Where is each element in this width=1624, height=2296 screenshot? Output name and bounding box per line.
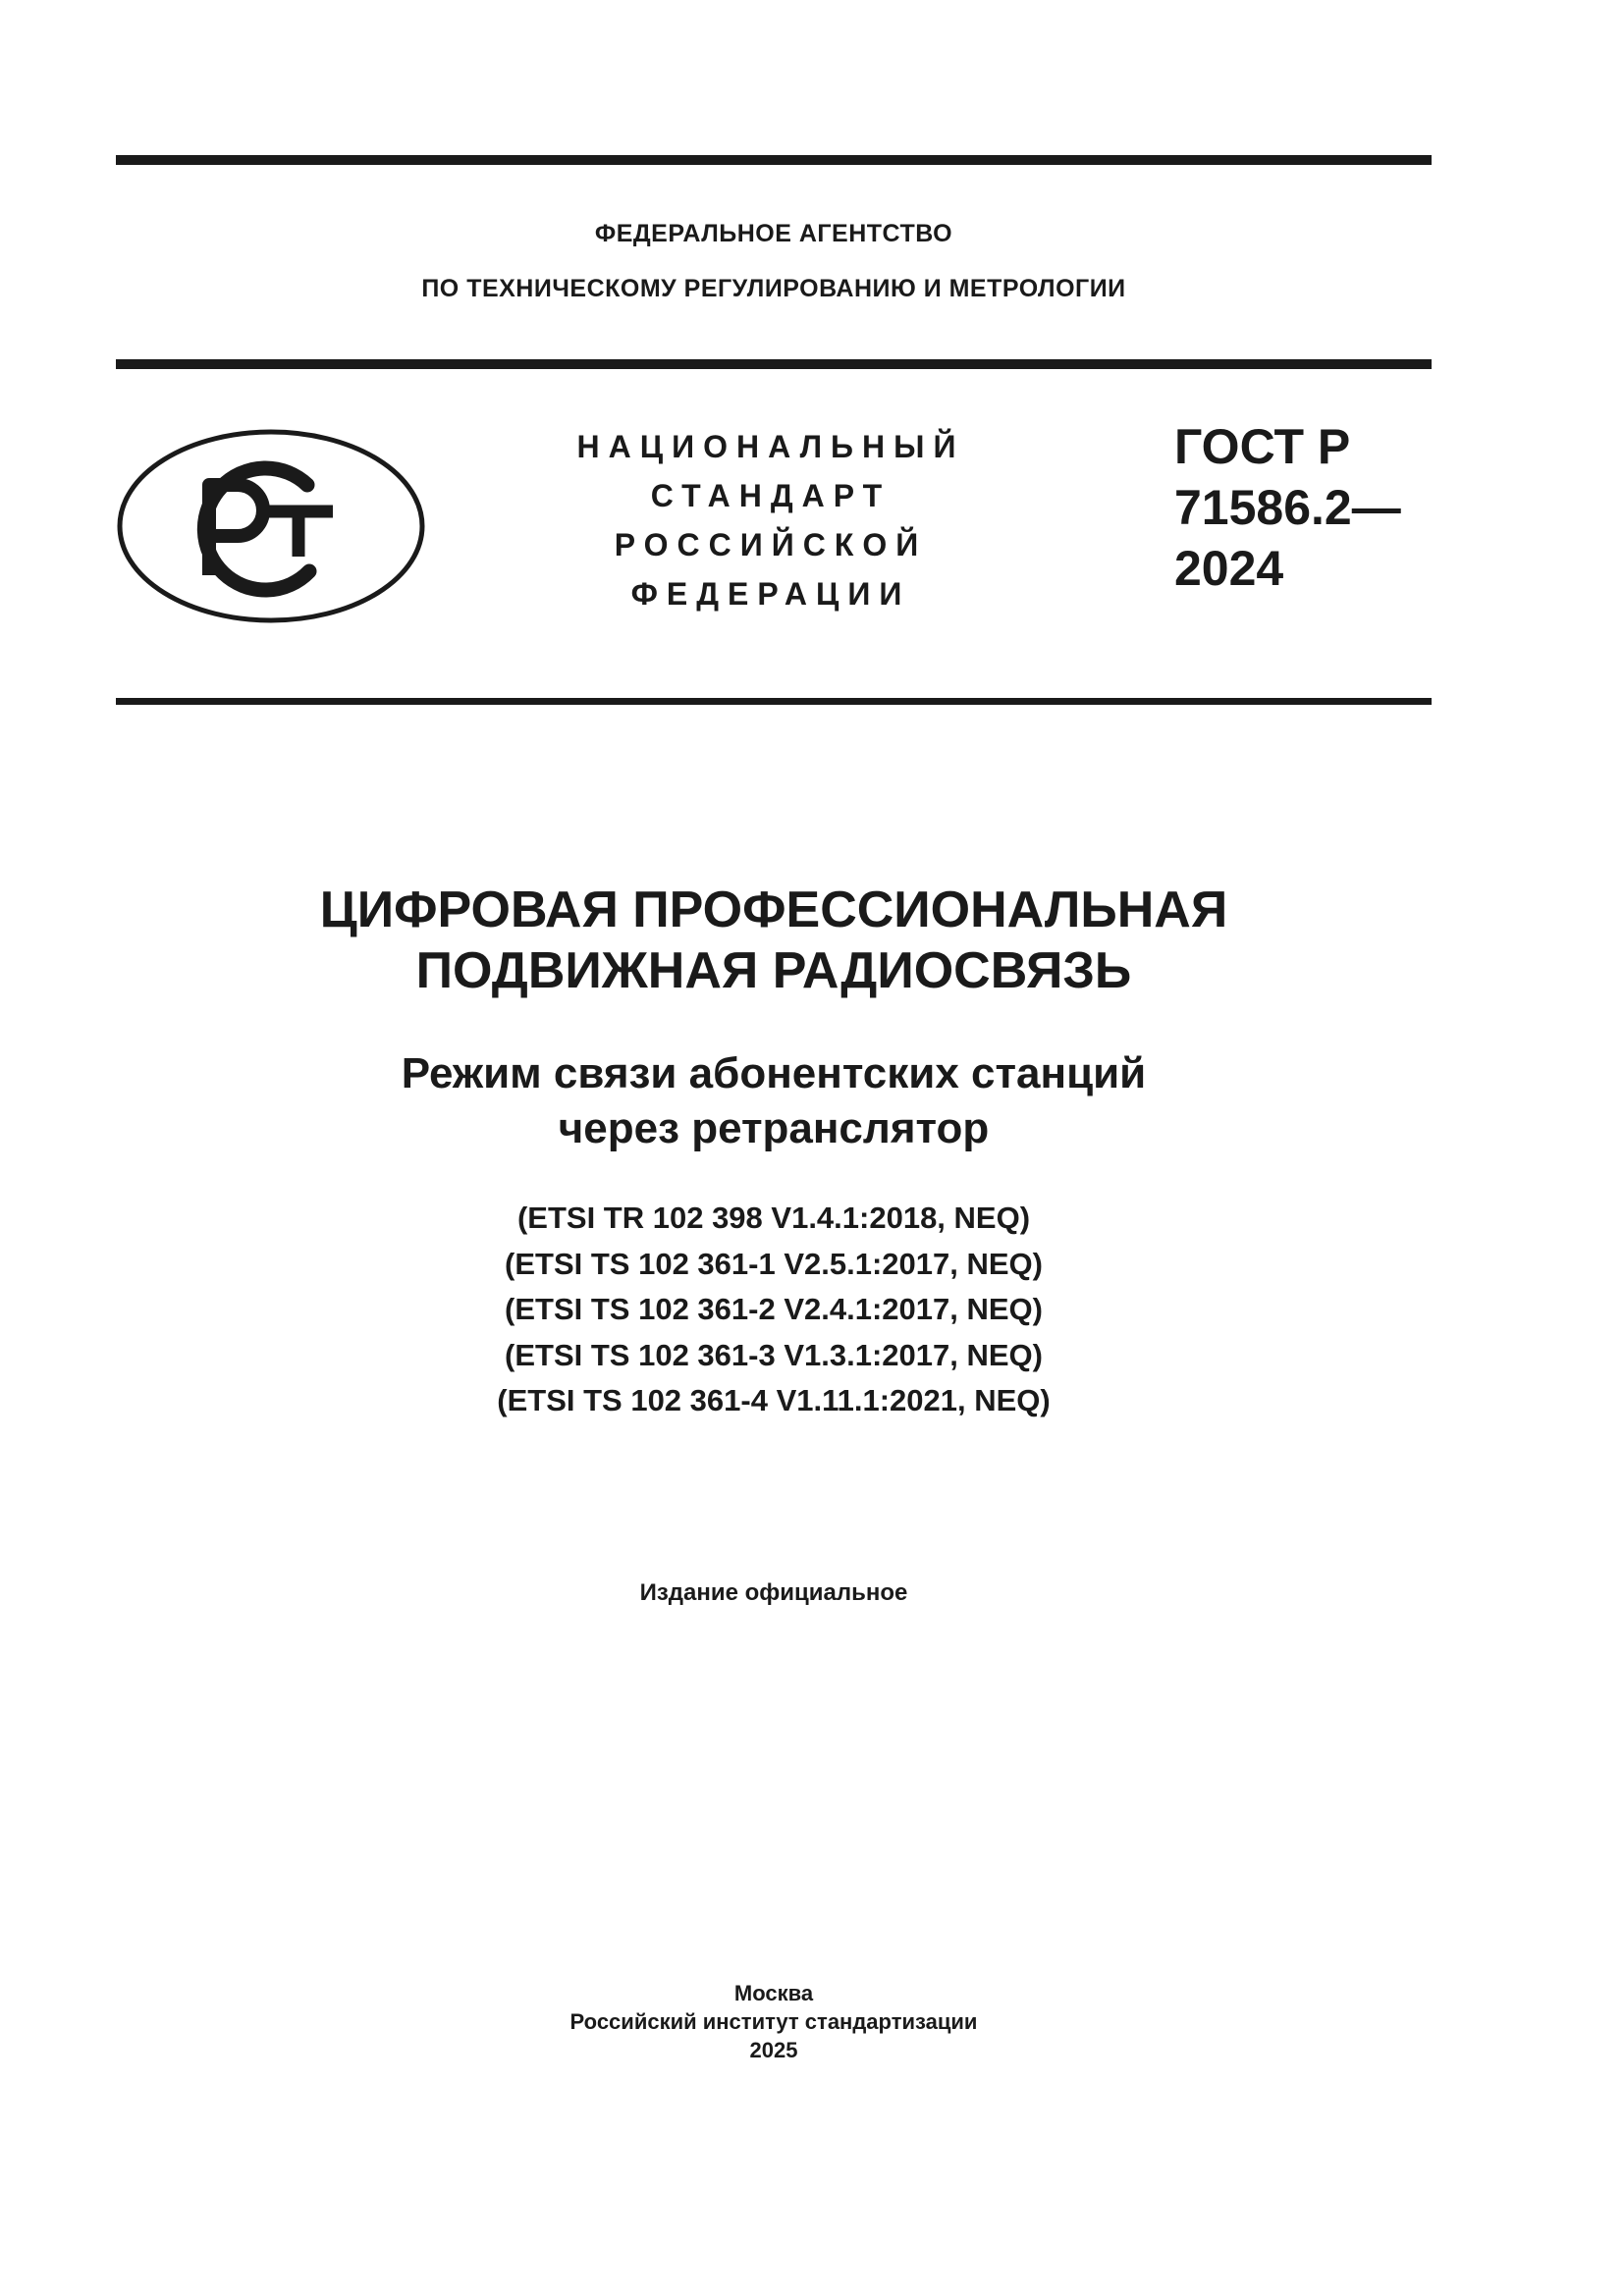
reference-list	[116, 1196, 1432, 1424]
subtitle-line: через ретранслятор	[558, 1104, 990, 1152]
national-standard-label	[550, 422, 992, 618]
national-standard-line: РОССИЙСКОЙ	[614, 527, 928, 562]
document-title	[116, 880, 1432, 1001]
reference-item: (ETSI TR 102 398 V1.4.1:2018, NEQ)	[516, 1201, 1031, 1235]
top-rule	[116, 155, 1432, 165]
national-standard-line: СТАНДАРТ	[650, 478, 892, 513]
national-standard-line: ФЕДЕРАЦИИ	[630, 576, 911, 612]
designation-line: 71586.2—	[1174, 480, 1401, 535]
publisher-block	[116, 1979, 1432, 2064]
agency-name-line-1: ФЕДЕРАЛЬНОЕ АГЕНТСТВО	[594, 220, 953, 247]
subtitle-line: Режим связи абонентских станций	[401, 1049, 1147, 1097]
publisher-name: Российский институт стандартизации	[569, 2009, 978, 2034]
reference-item: (ETSI TS 102 361-2 V2.4.1:2017, NEQ)	[505, 1292, 1043, 1326]
edition-label: Издание официальное	[639, 1579, 908, 1606]
reference-item: (ETSI TS 102 361-1 V2.5.1:2017, NEQ)	[505, 1246, 1043, 1281]
publication-year: 2025	[749, 2038, 798, 2062]
header-rule	[116, 359, 1432, 369]
designation-line: 2024	[1174, 541, 1284, 596]
agency-name-line-2: ПО ТЕХНИЧЕСКОМУ РЕГУЛИРОВАНИЮ И МЕТРОЛОГИИ	[421, 275, 1126, 302]
document-subtitle	[116, 1046, 1432, 1156]
standard-designation	[1174, 416, 1401, 599]
rst-conformity-mark-icon	[116, 428, 426, 624]
section-rule	[116, 698, 1432, 705]
publisher-city: Москва	[733, 1981, 814, 2005]
title-line: ЦИФРОВАЯ ПРОФЕССИОНАЛЬНАЯ	[319, 881, 1228, 938]
reference-item: (ETSI TS 102 361-3 V1.3.1:2017, NEQ)	[505, 1337, 1043, 1372]
title-line: ПОДВИЖНАЯ РАДИОСВЯЗЬ	[415, 942, 1132, 999]
national-standard-line: НАЦИОНАЛЬНЫЙ	[576, 429, 965, 464]
designation-line: ГОСТ Р	[1174, 419, 1351, 474]
reference-item: (ETSI TS 102 361-4 V1.11.1:2021, NEQ)	[497, 1383, 1051, 1417]
